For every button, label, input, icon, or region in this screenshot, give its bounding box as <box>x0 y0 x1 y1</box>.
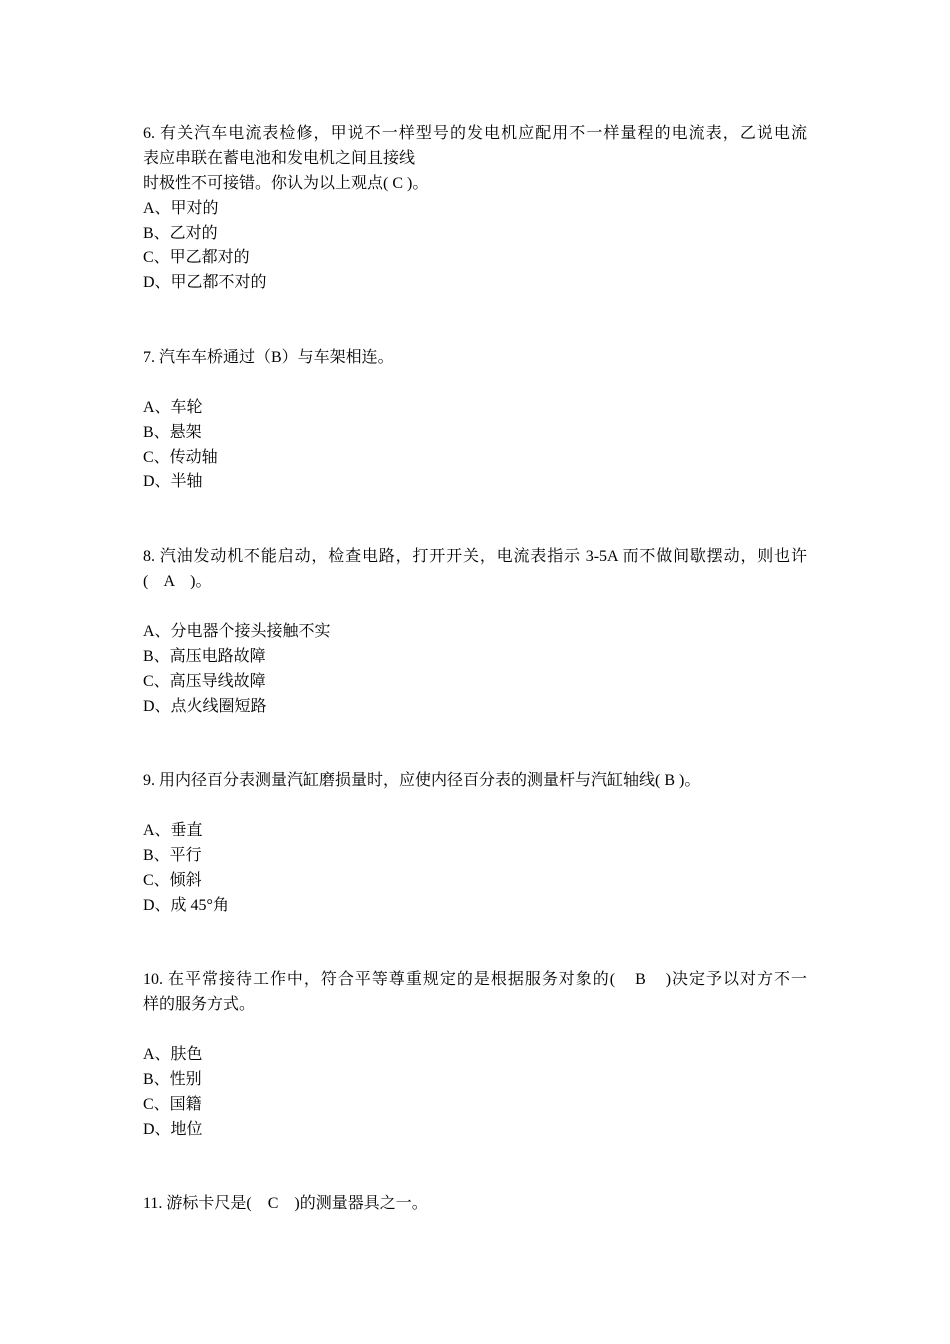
question-7-option-b: B、悬架 <box>143 423 202 441</box>
question-11 <box>143 1192 807 1217</box>
question-8-stem-line-2: ( A )。 <box>143 573 212 591</box>
blank-line <box>143 1018 807 1043</box>
question-7-option-c: C、传动轴 <box>143 448 218 466</box>
question-6 <box>143 122 807 296</box>
document-page <box>143 122 807 1267</box>
question-6-option-d: D、甲乙都不对的 <box>143 274 267 292</box>
question-7-stem: 7. 汽车车桥通过（B）与车架相连。 <box>143 349 394 367</box>
question-10-stem-line-1: 10. 在平常接待工作中，符合平等尊重规定的是根据服务对象的( B )决定予以对方不一 <box>143 971 807 989</box>
question-7 <box>143 346 807 495</box>
question-10 <box>143 968 807 1142</box>
blank-line <box>143 371 807 396</box>
question-6-stem-line-2: 表应串联在蓄电池和发电机之间且接线 <box>143 149 416 167</box>
question-6-stem-line-1: 6. 有关汽车电流表检修，甲说不一样型号的发电机应配用不一样量程的电流表，乙说电流 <box>143 125 807 142</box>
question-10-option-c: C、国籍 <box>143 1095 202 1113</box>
question-11-stem: 11. 游标卡尺是( C )的测量器具之一。 <box>143 1195 428 1213</box>
question-10-option-b: B、性别 <box>143 1070 202 1088</box>
question-10-option-d: D、地位 <box>143 1120 203 1138</box>
question-6-option-a: A、甲对的 <box>143 199 219 217</box>
question-8 <box>143 545 807 719</box>
question-9-option-a: A、垂直 <box>143 821 203 839</box>
blank-line <box>143 794 807 819</box>
question-10-option-a: A、肤色 <box>143 1046 203 1064</box>
question-8-option-d: D、点火线圈短路 <box>143 697 267 715</box>
question-9 <box>143 769 807 918</box>
question-10-stem-line-2: 样的服务方式。 <box>143 996 256 1014</box>
question-8-option-b: B、高压电路故障 <box>143 647 266 665</box>
question-9-option-d: D、成 45°角 <box>143 896 229 914</box>
question-9-option-b: B、平行 <box>143 846 202 864</box>
question-6-stem-line-3: 时极性不可接错。你认为以上观点( C )。 <box>143 174 429 192</box>
question-8-stem-line-1: 8. 汽油发动机不能启动，检查电路，打开开关，电流表指示 3-5A 而不做间歇摆动，则也许 <box>143 548 807 566</box>
question-6-option-b: B、乙对的 <box>143 224 218 242</box>
question-9-stem: 9. 用内径百分表测量汽缸磨损量时，应使内径百分表的测量杆与汽缸轴线( B )。 <box>143 772 701 790</box>
question-6-option-c: C、甲乙都对的 <box>143 249 250 267</box>
question-7-option-d: D、半轴 <box>143 473 203 491</box>
question-8-option-a: A、分电器个接头接触不实 <box>143 622 331 640</box>
question-7-option-a: A、车轮 <box>143 398 203 416</box>
blank-line <box>143 595 807 620</box>
question-9-option-c: C、倾斜 <box>143 871 202 889</box>
question-8-option-c: C、高压导线故障 <box>143 672 266 690</box>
